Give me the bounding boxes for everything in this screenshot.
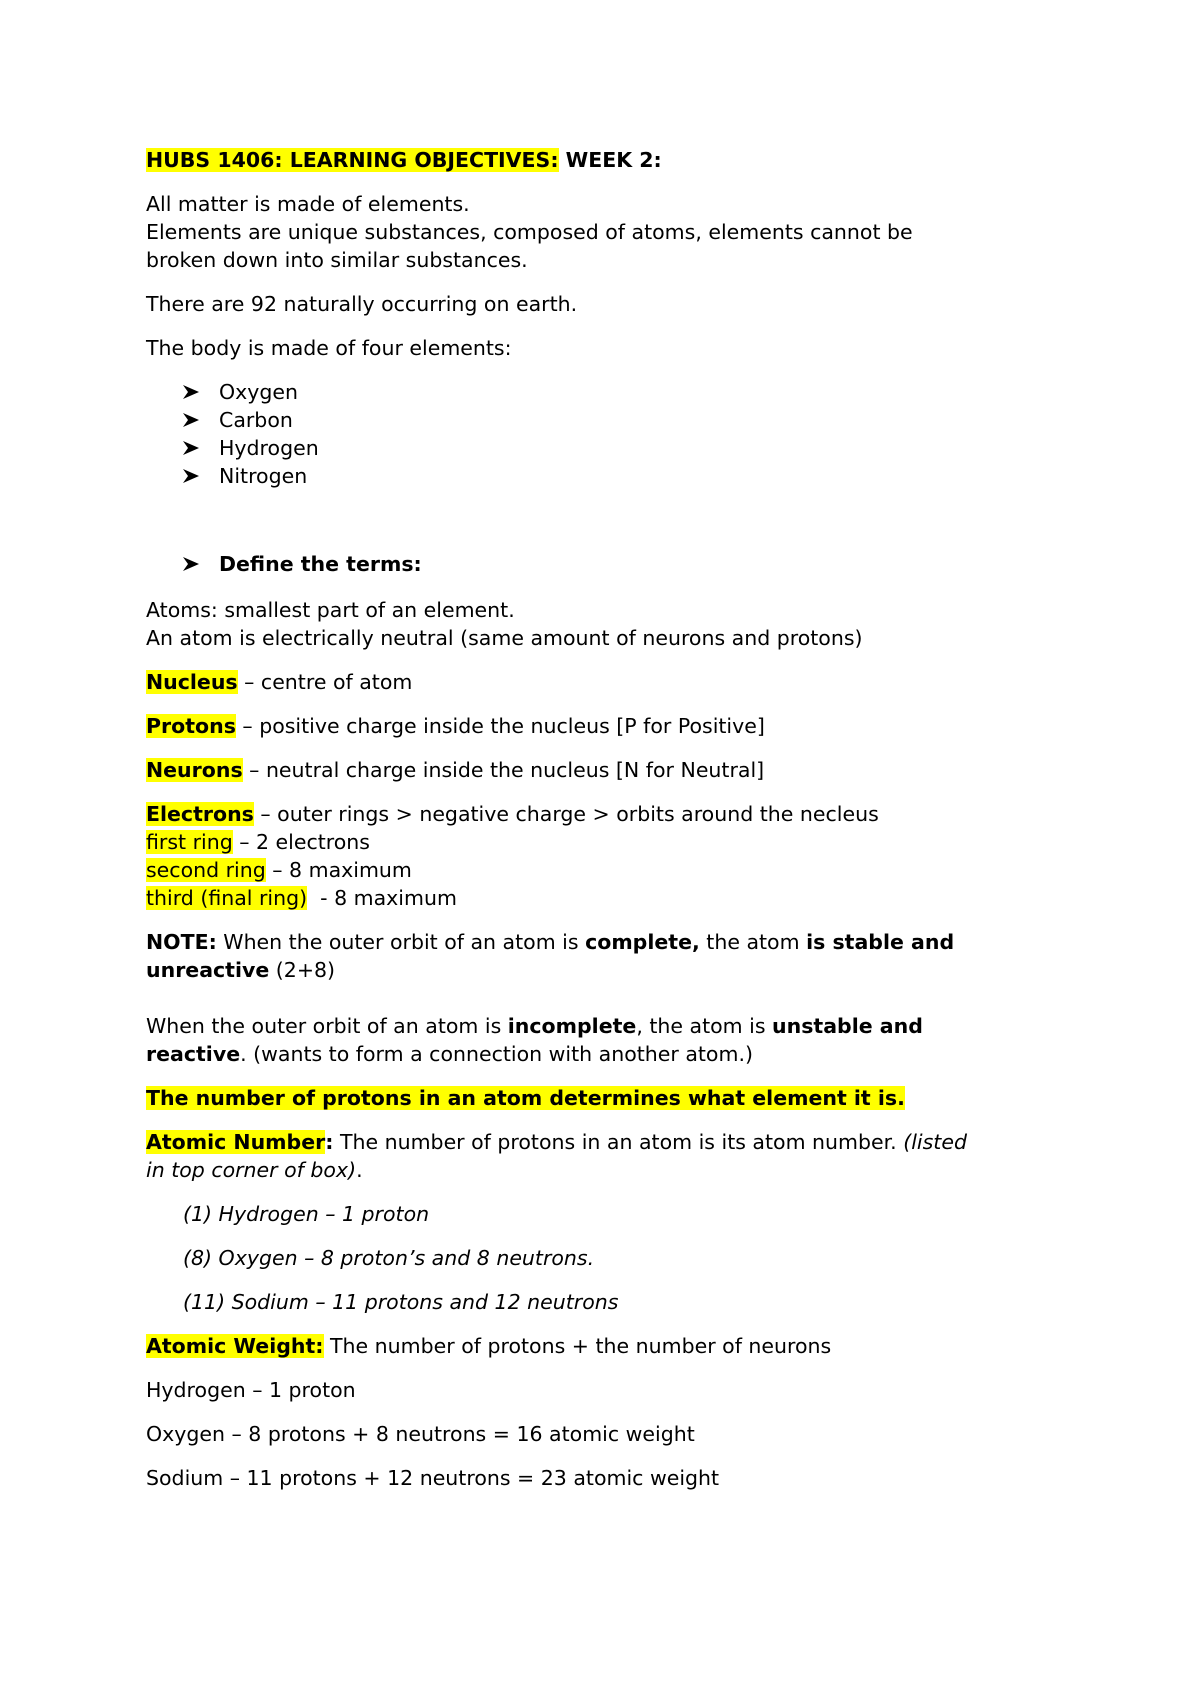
arrow-bullet-icon <box>183 462 203 490</box>
title-week: WEEK 2: <box>558 148 662 172</box>
term-label: Electrons <box>146 802 254 826</box>
term-label: Neurons <box>146 758 243 782</box>
protons-rule <box>146 1084 905 1112</box>
note-bold: incomplete <box>507 1014 637 1038</box>
note-bold: unstable and <box>772 1014 923 1038</box>
section-heading: Define the terms: <box>219 552 422 576</box>
atomic-number-end: . <box>356 1158 363 1182</box>
note-text: When the outer orbit of an atom is <box>216 930 586 954</box>
atomic-number-line-1 <box>146 1128 967 1156</box>
intro-line-4: There are 92 naturally occurring on earth. <box>146 292 578 316</box>
intro-line-2: Elements are unique substances, composed of atoms, elements cannot be <box>146 220 913 244</box>
list-item: Oxygen <box>219 380 299 404</box>
term-definition: – positive charge inside the nucleus [P for Positive] <box>235 714 765 738</box>
example-item: (11) Sodium – 11 protons and 12 neutrons <box>183 1290 619 1314</box>
term-neurons <box>146 756 764 784</box>
term-protons <box>146 712 765 740</box>
note-bold: complete, <box>585 930 700 954</box>
term-definition: – outer rings > negative charge > orbits around the necleus <box>253 802 879 826</box>
note-text: . (wants to form a connection with another atom.) <box>240 1042 753 1066</box>
atoms-line-2: An atom is electrically neutral (same amount of neurons and protons) <box>146 626 863 650</box>
intro-line-1: All matter is made of elements. <box>146 192 470 216</box>
ring-text: – 2 electrons <box>232 830 370 854</box>
note-text: the atom <box>699 930 807 954</box>
ring-text: - 8 maximum <box>307 886 457 910</box>
atomic-number-label: Atomic Number <box>146 1130 326 1154</box>
title-highlight: HUBS 1406: LEARNING OBJECTIVES: <box>146 148 559 172</box>
term-nucleus <box>146 668 412 696</box>
ring-label: first ring <box>146 830 233 854</box>
page-title <box>146 146 662 174</box>
atomic-weight-line <box>146 1332 831 1360</box>
note-line-2 <box>146 956 335 984</box>
ring-label: third (final ring) <box>146 886 308 910</box>
note-bold: unreactive <box>146 958 270 982</box>
ring-label: second ring <box>146 858 266 882</box>
note2-line-1 <box>146 1012 923 1040</box>
arrow-bullet-icon <box>183 434 203 462</box>
ring-line <box>146 884 457 912</box>
weight-line: Sodium – 11 protons + 12 neutrons = 23 atomic weight <box>146 1466 720 1490</box>
atomic-number-line-2 <box>146 1156 363 1184</box>
list-item: Hydrogen <box>219 436 319 460</box>
note-line-1 <box>146 928 954 956</box>
list-item: Nitrogen <box>219 464 308 488</box>
note-bold: reactive <box>146 1042 241 1066</box>
atoms-line-1: Atoms: smallest part of an element. <box>146 598 515 622</box>
note2-line-2 <box>146 1040 753 1068</box>
intro-line-3: broken down into similar substances. <box>146 248 528 272</box>
note-label: NOTE: <box>146 930 217 954</box>
note-text: , the atom is <box>636 1014 773 1038</box>
weight-line: Oxygen – 8 protons + 8 neutrons = 16 atomic weight <box>146 1422 695 1446</box>
arrow-bullet-icon <box>183 406 203 434</box>
example-item: (8) Oxygen – 8 proton’s and 8 neutrons. <box>183 1246 595 1270</box>
weight-line: Hydrogen – 1 proton <box>146 1378 356 1402</box>
atomic-number-italic: (listed <box>903 1130 967 1154</box>
arrow-bullet-icon <box>183 550 203 578</box>
atomic-number-italic: in top corner of box) <box>146 1158 357 1182</box>
intro-line-5: The body is made of four elements: <box>146 336 512 360</box>
ring-text: – 8 maximum <box>265 858 412 882</box>
ring-line <box>146 856 412 884</box>
atomic-number-text: The number of protons in an atom is its atom number. <box>333 1130 904 1154</box>
term-electrons <box>146 800 879 828</box>
atomic-number-colon: : <box>325 1130 334 1154</box>
term-label: Nucleus <box>146 670 238 694</box>
term-definition: – neutral charge inside the nucleus [N for Neutral] <box>242 758 765 782</box>
term-label: Protons <box>146 714 236 738</box>
arrow-bullet-icon <box>183 378 203 406</box>
atomic-weight-text: The number of protons + the number of neurons <box>323 1334 832 1358</box>
note-text: When the outer orbit of an atom is <box>146 1014 508 1038</box>
term-definition: – centre of atom <box>237 670 413 694</box>
note-text: (2+8) <box>269 958 336 982</box>
atomic-weight-label: Atomic Weight: <box>146 1334 324 1358</box>
list-item: Carbon <box>219 408 293 432</box>
note-bold: is stable and <box>806 930 955 954</box>
protons-rule-text: The number of protons in an atom determines what element it is. <box>146 1086 905 1110</box>
ring-line <box>146 828 370 856</box>
example-item: (1) Hydrogen – 1 proton <box>183 1202 430 1226</box>
